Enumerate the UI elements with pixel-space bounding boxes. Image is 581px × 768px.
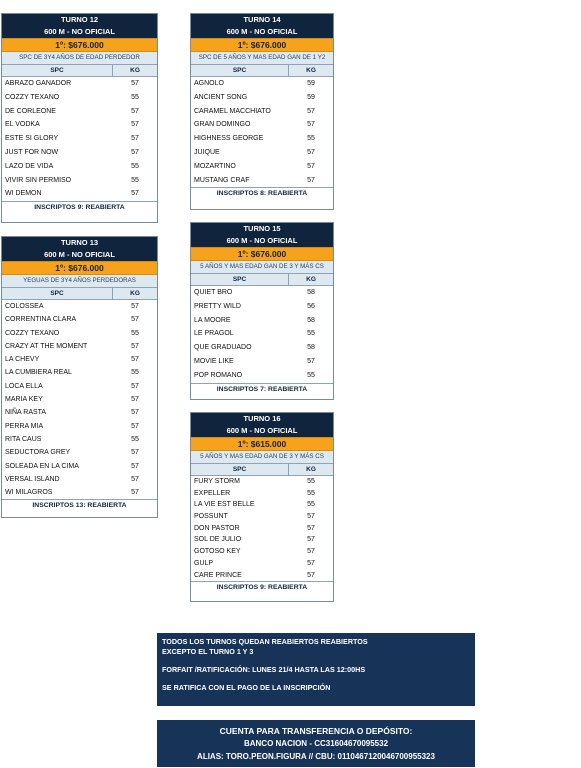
col-kg-header: KG	[306, 67, 316, 74]
horse-row	[2, 174, 157, 188]
turno-12-card	[1, 13, 158, 223]
horse-weight: 55	[307, 330, 315, 338]
horse-row	[191, 570, 333, 582]
horse-name: LA CHEVY	[5, 356, 40, 364]
horse-row	[2, 118, 157, 132]
horse-weight: 55	[307, 489, 315, 497]
horse-weight: 55	[131, 176, 139, 184]
turno-title: TURNO 15	[191, 223, 333, 235]
horse-weight: 55	[307, 371, 315, 379]
turno-footer: INSCRIPTOS 9: REABIERTA	[2, 201, 157, 214]
horse-list	[191, 476, 333, 581]
column-header	[191, 65, 333, 77]
horse-weight: 58	[307, 316, 315, 324]
bank-account: BANCO NACION - CC31604670095532	[243, 739, 389, 748]
horse-weight: 55	[131, 93, 139, 101]
turno-distance: 600 M - NO OFICIAL	[191, 425, 333, 437]
column-header	[2, 65, 157, 77]
horse-name: JUIQUE	[194, 148, 220, 156]
horse-row	[191, 558, 333, 570]
horse-name: DON PASTOR	[194, 524, 240, 532]
col-spc-header: SPC	[191, 65, 289, 76]
notice-box	[157, 633, 475, 706]
horse-name: EL VODKA	[5, 121, 40, 129]
horse-name: NIÑA RASTA	[5, 409, 47, 417]
horse-row	[2, 473, 157, 486]
turno-title: TURNO 12	[2, 14, 157, 26]
horse-weight: 59	[307, 93, 315, 101]
horse-list	[191, 77, 333, 187]
horse-name: PERRA MIA	[5, 422, 44, 430]
horse-name: AGNOLO	[194, 80, 224, 87]
horse-name: QUE GRADUADO	[194, 344, 252, 352]
turno-footer: INSCRIPTOS 7: REABIERTA	[191, 383, 333, 396]
horse-name: WI MILAGROS	[5, 489, 53, 497]
horse-name: MOZARTINO	[194, 162, 236, 170]
col-spc-header: SPC	[191, 464, 289, 475]
horse-name: SOL DE JULIO	[194, 536, 242, 544]
horse-name: ANCIENT SONG	[194, 93, 248, 101]
horse-weight: 58	[307, 344, 315, 352]
horse-row	[2, 366, 157, 379]
horse-weight: 57	[131, 449, 139, 457]
horse-weight: 57	[131, 135, 139, 143]
turno-distance: 600 M - NO OFICIAL	[2, 249, 157, 261]
horse-weight: 57	[131, 422, 139, 430]
horse-weight: 57	[131, 107, 139, 115]
horse-weight: 57	[307, 162, 315, 170]
horse-name: LOCA ELLA	[5, 382, 43, 390]
column-header	[191, 274, 333, 286]
horse-weight: 57	[131, 121, 139, 129]
turno-14-card	[190, 13, 334, 210]
horse-name: PRETTY WILD	[194, 302, 241, 310]
horse-weight: 57	[131, 303, 139, 310]
horse-name: MOVIE LIKE	[194, 357, 234, 365]
horse-row	[191, 132, 333, 146]
horse-weight: 57	[131, 396, 139, 404]
turno-prize: 1º: $676.000	[2, 38, 157, 52]
horse-weight: 57	[307, 513, 315, 521]
horse-name: LA VIE EST BELLE	[194, 501, 255, 509]
horse-weight: 57	[131, 342, 139, 350]
horse-list	[191, 286, 333, 383]
horse-weight: 57	[131, 316, 139, 324]
bank-info-box	[157, 720, 475, 767]
turno-13-card	[1, 236, 158, 518]
horse-weight: 56	[307, 302, 315, 310]
horse-name: COZZY TEXANO	[5, 93, 60, 101]
horse-row	[191, 286, 333, 300]
turno-conditions: SPC DE 5 AÑOS Y MAS EDAD GAN DE 1 Y2	[191, 52, 333, 65]
horse-row	[191, 105, 333, 119]
horse-row	[2, 446, 157, 459]
turno-16-card	[190, 412, 334, 602]
horse-weight: 57	[307, 148, 315, 156]
col-kg-header: KG	[306, 466, 316, 473]
turno-distance: 600 M - NO OFICIAL	[2, 26, 157, 38]
horse-weight: 57	[307, 571, 315, 579]
horse-row	[191, 499, 333, 511]
horse-row	[191, 146, 333, 160]
horse-name: HIGHNESS GEORGE	[194, 135, 264, 143]
horse-name: SEDUCTORA GREY	[5, 449, 71, 457]
horse-weight: 55	[307, 135, 315, 143]
horse-name: CRAZY AT THE MOMENT	[5, 342, 88, 350]
horse-list	[2, 77, 157, 201]
horse-weight: 57	[307, 536, 315, 544]
horse-row	[2, 433, 157, 446]
horse-name: CARAMEL MACCHIATO	[194, 107, 271, 115]
horse-row	[2, 77, 157, 91]
horse-name: WI DEMON	[5, 190, 42, 198]
notice-line-ratify: SE RATIFICA CON EL PAGO DE LA INSCRIPCIÓN	[162, 683, 331, 692]
horse-weight: 57	[307, 176, 315, 184]
horse-name: VERSAL ISLAND	[5, 475, 60, 483]
notice-line-forfait: FORFAIT /RATIFICACIÓN: LUNES 21/4 HASTA LAS 12:00HS	[162, 665, 366, 674]
col-spc-header: SPC	[2, 288, 113, 299]
horse-row	[191, 534, 333, 546]
column-header	[191, 464, 333, 476]
horse-row	[2, 146, 157, 160]
horse-name: CARE PRINCE	[194, 571, 242, 579]
col-kg-header: KG	[130, 290, 140, 297]
horse-weight: 57	[131, 382, 139, 390]
col-kg-header: KG	[130, 67, 140, 74]
bank-title: CUENTA PARA TRANSFERENCIA O DEPÓSITO:	[219, 726, 413, 736]
horse-row	[191, 511, 333, 523]
column-header	[2, 288, 157, 300]
horse-weight: 57	[307, 548, 315, 556]
horse-row	[2, 340, 157, 353]
horse-row	[191, 488, 333, 500]
horse-name: LE PRAGOL	[194, 330, 234, 338]
turno-prize: 1º: $676.000	[2, 261, 157, 275]
horse-weight: 57	[131, 148, 139, 156]
turno-footer: INSCRIPTOS 9: REABIERTA	[191, 581, 333, 594]
turno-prize: 1º: $615.000	[191, 437, 333, 451]
horse-weight: 57	[131, 409, 139, 417]
horse-name: GULP	[194, 559, 214, 567]
turno-footer: INSCRIPTOS 8: REABIERTA	[191, 187, 333, 200]
horse-weight: 57	[307, 357, 315, 365]
turno-distance: 600 M - NO OFICIAL	[191, 26, 333, 38]
horse-weight: 59	[307, 80, 315, 87]
horse-name: EXPELLER	[194, 489, 231, 497]
horse-weight: 57	[131, 462, 139, 470]
horse-row	[2, 105, 157, 119]
notice-line-reopened: TODOS LOS TURNOS QUEDAN REABIERTOS REABIERTOS	[162, 637, 368, 646]
horse-weight: 55	[307, 501, 315, 509]
horse-row	[191, 118, 333, 132]
horse-name: ESTE SI GLORY	[5, 135, 59, 143]
horse-row	[2, 313, 157, 326]
horse-name: QUIET BRO	[194, 289, 233, 296]
horse-row	[191, 369, 333, 383]
horse-name: COLOSSEA	[5, 303, 44, 310]
horse-weight: 57	[131, 356, 139, 364]
horse-row	[191, 546, 333, 558]
horse-weight: 57	[307, 524, 315, 532]
horse-row	[2, 91, 157, 105]
horse-row	[191, 91, 333, 105]
horse-row	[191, 523, 333, 535]
turno-prize: 1º: $676.000	[191, 38, 333, 52]
horse-weight: 55	[307, 478, 315, 485]
col-spc-header: SPC	[191, 274, 289, 285]
horse-name: GOTOSO KEY	[194, 548, 241, 556]
turno-title: TURNO 14	[191, 14, 333, 26]
horse-row	[2, 486, 157, 499]
turno-title: TURNO 13	[2, 237, 157, 249]
horse-row	[2, 160, 157, 174]
horse-name: CORRENTINA CLARA	[5, 316, 77, 324]
horse-weight: 57	[131, 80, 139, 87]
col-kg-header: KG	[306, 276, 316, 283]
horse-row	[2, 393, 157, 406]
horse-name: RITA CAUS	[5, 435, 42, 443]
horse-row	[2, 380, 157, 393]
horse-row	[2, 420, 157, 433]
horse-name: LA CUMBIERA REAL	[5, 369, 72, 377]
turno-conditions: YEGUAS DE 3Y4 AÑOS PERDEDORAS	[2, 275, 157, 288]
horse-weight: 57	[131, 475, 139, 483]
horse-row	[191, 327, 333, 341]
horse-row	[2, 132, 157, 146]
horse-weight: 57	[307, 121, 315, 129]
horse-weight: 55	[131, 162, 139, 170]
horse-name: ABRAZO GANADOR	[5, 80, 72, 87]
horse-name: POP ROMANO	[194, 371, 243, 379]
turno-conditions: 5 AÑOS Y MAS EDAD GAN DE 3 Y MÁS CS	[191, 451, 333, 464]
turno-prize: 1º: $676.000	[191, 247, 333, 261]
horse-row	[2, 406, 157, 419]
turno-15-card	[190, 222, 334, 400]
horse-row	[191, 160, 333, 174]
horse-name: MUSTANG CRAF	[194, 176, 250, 184]
horse-row	[191, 476, 333, 488]
horse-weight: 57	[307, 559, 315, 567]
horse-row	[191, 341, 333, 355]
turno-title: TURNO 16	[191, 413, 333, 425]
horse-row	[2, 187, 157, 201]
bank-alias-cbu: ALIAS: TORO.PEON.FIGURA // CBU: 0110467120046700955323	[197, 752, 435, 761]
turno-conditions: 5 AÑOS Y MAS EDAD GAN DE 3 Y MÁS CS	[191, 261, 333, 274]
horse-weight: 57	[131, 190, 139, 198]
horse-weight: 57	[307, 107, 315, 115]
horse-weight: 58	[307, 289, 315, 296]
horse-list	[2, 300, 157, 499]
horse-name: JUST FOR NOW	[5, 148, 59, 156]
horse-row	[2, 460, 157, 473]
horse-weight: 55	[131, 435, 139, 443]
horse-row	[2, 300, 157, 313]
horse-name: SOLEADA EN LA CIMA	[5, 462, 79, 470]
horse-row	[191, 355, 333, 369]
col-spc-header: SPC	[2, 65, 113, 76]
horse-name: COZZY TEXANO	[5, 329, 60, 337]
horse-name: POSSUNT	[194, 513, 228, 521]
horse-weight: 55	[131, 329, 139, 337]
horse-name: LA MOORE	[194, 316, 231, 324]
turno-footer: INSCRIPTOS 13: REABIERTA	[2, 499, 157, 512]
horse-row	[191, 77, 333, 91]
horse-row	[191, 174, 333, 188]
notice-line-exception: EXCEPTO EL TURNO 1 Y 3	[162, 647, 254, 656]
turno-conditions: SPC DE 3Y4 AÑOS DE EDAD PERDEDOR	[2, 52, 157, 65]
horse-row	[191, 300, 333, 314]
horse-weight: 57	[131, 489, 139, 497]
horse-weight: 55	[131, 369, 139, 377]
horse-name: LAZO DE VIDA	[5, 162, 54, 170]
horse-row	[2, 353, 157, 366]
horse-name: VIVIR SIN PERMISO	[5, 176, 72, 184]
horse-name: DE CORLEONE	[5, 107, 56, 115]
horse-name: MARIA KEY	[5, 396, 43, 404]
horse-row	[2, 327, 157, 340]
horse-row	[191, 314, 333, 328]
turno-distance: 600 M - NO OFICIAL	[191, 235, 333, 247]
horse-name: GRAN DOMINGO	[194, 121, 251, 129]
horse-name: FURY STORM	[194, 478, 240, 485]
